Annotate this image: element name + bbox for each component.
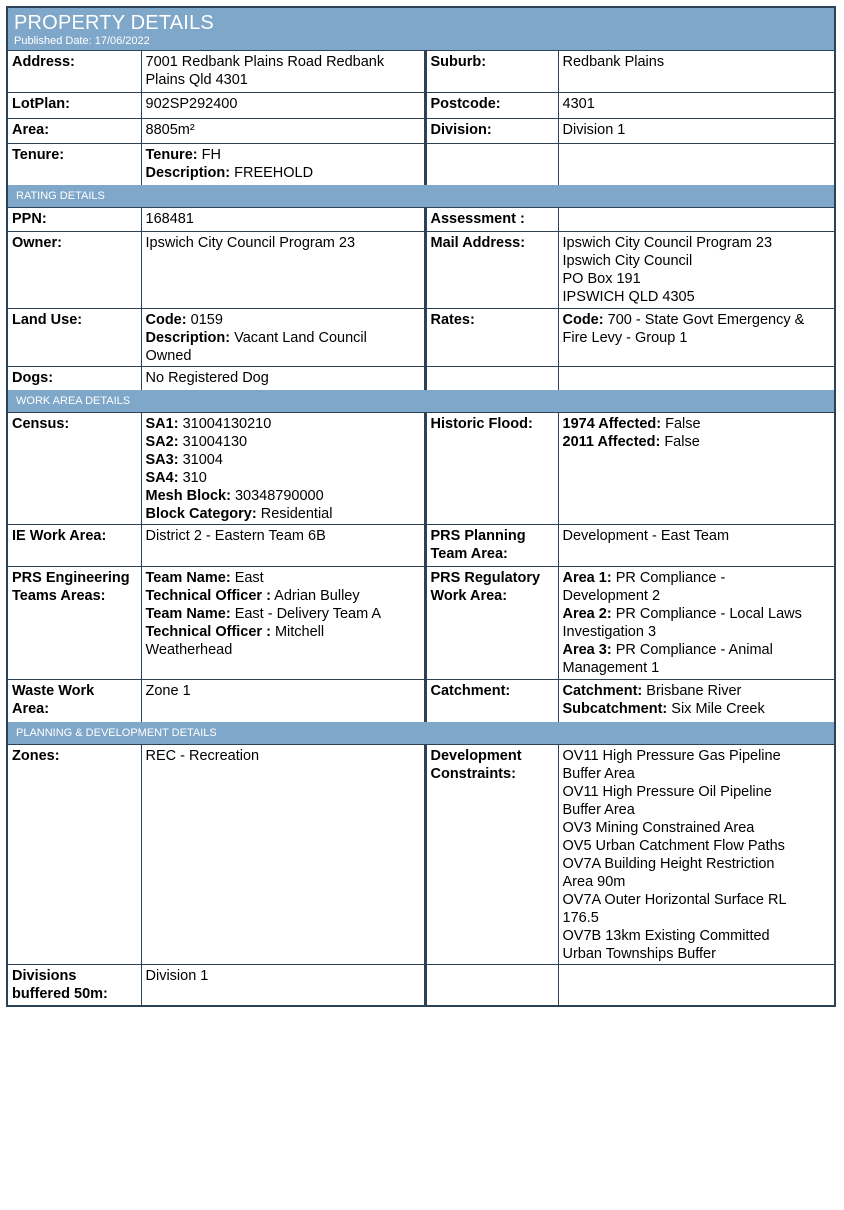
postcode-value: 4301 <box>558 92 834 118</box>
page-header <box>8 8 834 51</box>
prs-regulatory-label: PRS Regulatory Work Area: <box>425 567 558 680</box>
mail-address-label: Mail Address: <box>425 231 558 308</box>
owner-value: Ipswich City Council Program 23 <box>141 231 425 308</box>
address-value: 7001 Redbank Plains Road Redbank Plains Qld 4301 <box>141 51 425 92</box>
ppn-label: PPN: <box>8 208 141 231</box>
rating-table <box>8 208 834 390</box>
suburb-value: Redbank Plains <box>558 51 834 92</box>
ppn-value: 168481 <box>141 208 425 231</box>
lotplan-value: 902SP292400 <box>141 92 425 118</box>
ie-work-area-value: District 2 - Eastern Team 6B <box>141 525 425 567</box>
rating-section-header: RATING DETAILS <box>8 185 834 208</box>
prs-engineering-label: PRS Engineering Teams Areas: <box>8 567 141 680</box>
empty-cell <box>425 964 558 1005</box>
land-use-value: Code: 0159 Description: Vacant Land Council Owned <box>141 308 425 366</box>
empty-cell <box>558 143 834 185</box>
dogs-value: No Registered Dog <box>141 366 425 390</box>
rates-label: Rates: <box>425 308 558 366</box>
published-date: Published Date: 17/06/2022 <box>14 35 150 47</box>
land-use-label: Land Use: <box>8 308 141 366</box>
owner-label: Owner: <box>8 231 141 308</box>
page-title: PROPERTY DETAILS <box>14 12 214 34</box>
lotplan-label: LotPlan: <box>8 92 141 118</box>
area-value: 8805m² <box>141 118 425 143</box>
ie-work-area-label: IE Work Area: <box>8 525 141 567</box>
empty-cell <box>425 366 558 390</box>
assessment-label: Assessment : <box>425 208 558 231</box>
divisions-buffered-label: Divisions buffered 50m: <box>8 964 141 1005</box>
empty-cell <box>425 143 558 185</box>
property-table <box>8 51 834 185</box>
mail-address-value: Ipswich City Council Program 23 Ipswich City Council PO Box 191 IPSWICH QLD 4305 <box>558 231 834 308</box>
planning-section-header: PLANNING & DEVELOPMENT DETAILS <box>8 722 834 745</box>
rates-value: Code: 700 - State Govt Emergency & Fire Levy - Group 1 <box>558 308 834 366</box>
empty-cell <box>558 366 834 390</box>
tenure-label: Tenure: <box>8 143 141 185</box>
work-area-table <box>8 413 834 722</box>
zones-value: REC - Recreation <box>141 745 425 965</box>
work-area-section-header: WORK AREA DETAILS <box>8 390 834 413</box>
assessment-value <box>558 208 834 231</box>
postcode-label: Postcode: <box>425 92 558 118</box>
prs-planning-label: PRS Planning Team Area: <box>425 525 558 567</box>
planning-table <box>8 745 834 1006</box>
divisions-buffered-value: Division 1 <box>141 964 425 1005</box>
zones-label: Zones: <box>8 745 141 965</box>
address-label: Address: <box>8 51 141 92</box>
waste-work-area-label: Waste Work Area: <box>8 680 141 722</box>
historic-flood-label: Historic Flood: <box>425 413 558 525</box>
development-constraints-value: OV11 High Pressure Gas Pipeline Buffer Area OV11 High Pressure Oil Pipeline Buffer Area OV3 Mining Constrained Area OV5 Urban Catchment Flow Paths OV7A Building Height Restriction Area 90m OV7A Outer Horizontal Surface RL 176.5 OV7B 13km Existing Committed Urban Townships Buffer <box>558 745 834 965</box>
prs-planning-value: Development - East Team <box>558 525 834 567</box>
development-constraints-label: Development Constraints: <box>425 745 558 965</box>
property-details-sheet <box>6 6 836 1007</box>
historic-flood-value: 1974 Affected: False 2011 Affected: False <box>558 413 834 525</box>
census-value: SA1: 31004130210 SA2: 31004130 SA3: 31004 SA4: 310 Mesh Block: 30348790000 Block Category: Residential <box>141 413 425 525</box>
waste-work-area-value: Zone 1 <box>141 680 425 722</box>
catchment-value: Catchment: Brisbane River Subcatchment: Six Mile Creek <box>558 680 834 722</box>
area-label: Area: <box>8 118 141 143</box>
tenure-value: Tenure: FH Description: FREEHOLD <box>141 143 425 185</box>
division-label: Division: <box>425 118 558 143</box>
catchment-label: Catchment: <box>425 680 558 722</box>
prs-engineering-value: Team Name: East Technical Officer : Adrian Bulley Team Name: East - Delivery Team A Technical Officer : Mitchell Weatherhead <box>141 567 425 680</box>
division-value: Division 1 <box>558 118 834 143</box>
dogs-label: Dogs: <box>8 366 141 390</box>
empty-cell <box>558 964 834 1005</box>
prs-regulatory-value: Area 1: PR Compliance - Development 2 Area 2: PR Compliance - Local Laws Investigation 3 Area 3: PR Compliance - Animal Management 1 <box>558 567 834 680</box>
census-label: Census: <box>8 413 141 525</box>
suburb-label: Suburb: <box>425 51 558 92</box>
